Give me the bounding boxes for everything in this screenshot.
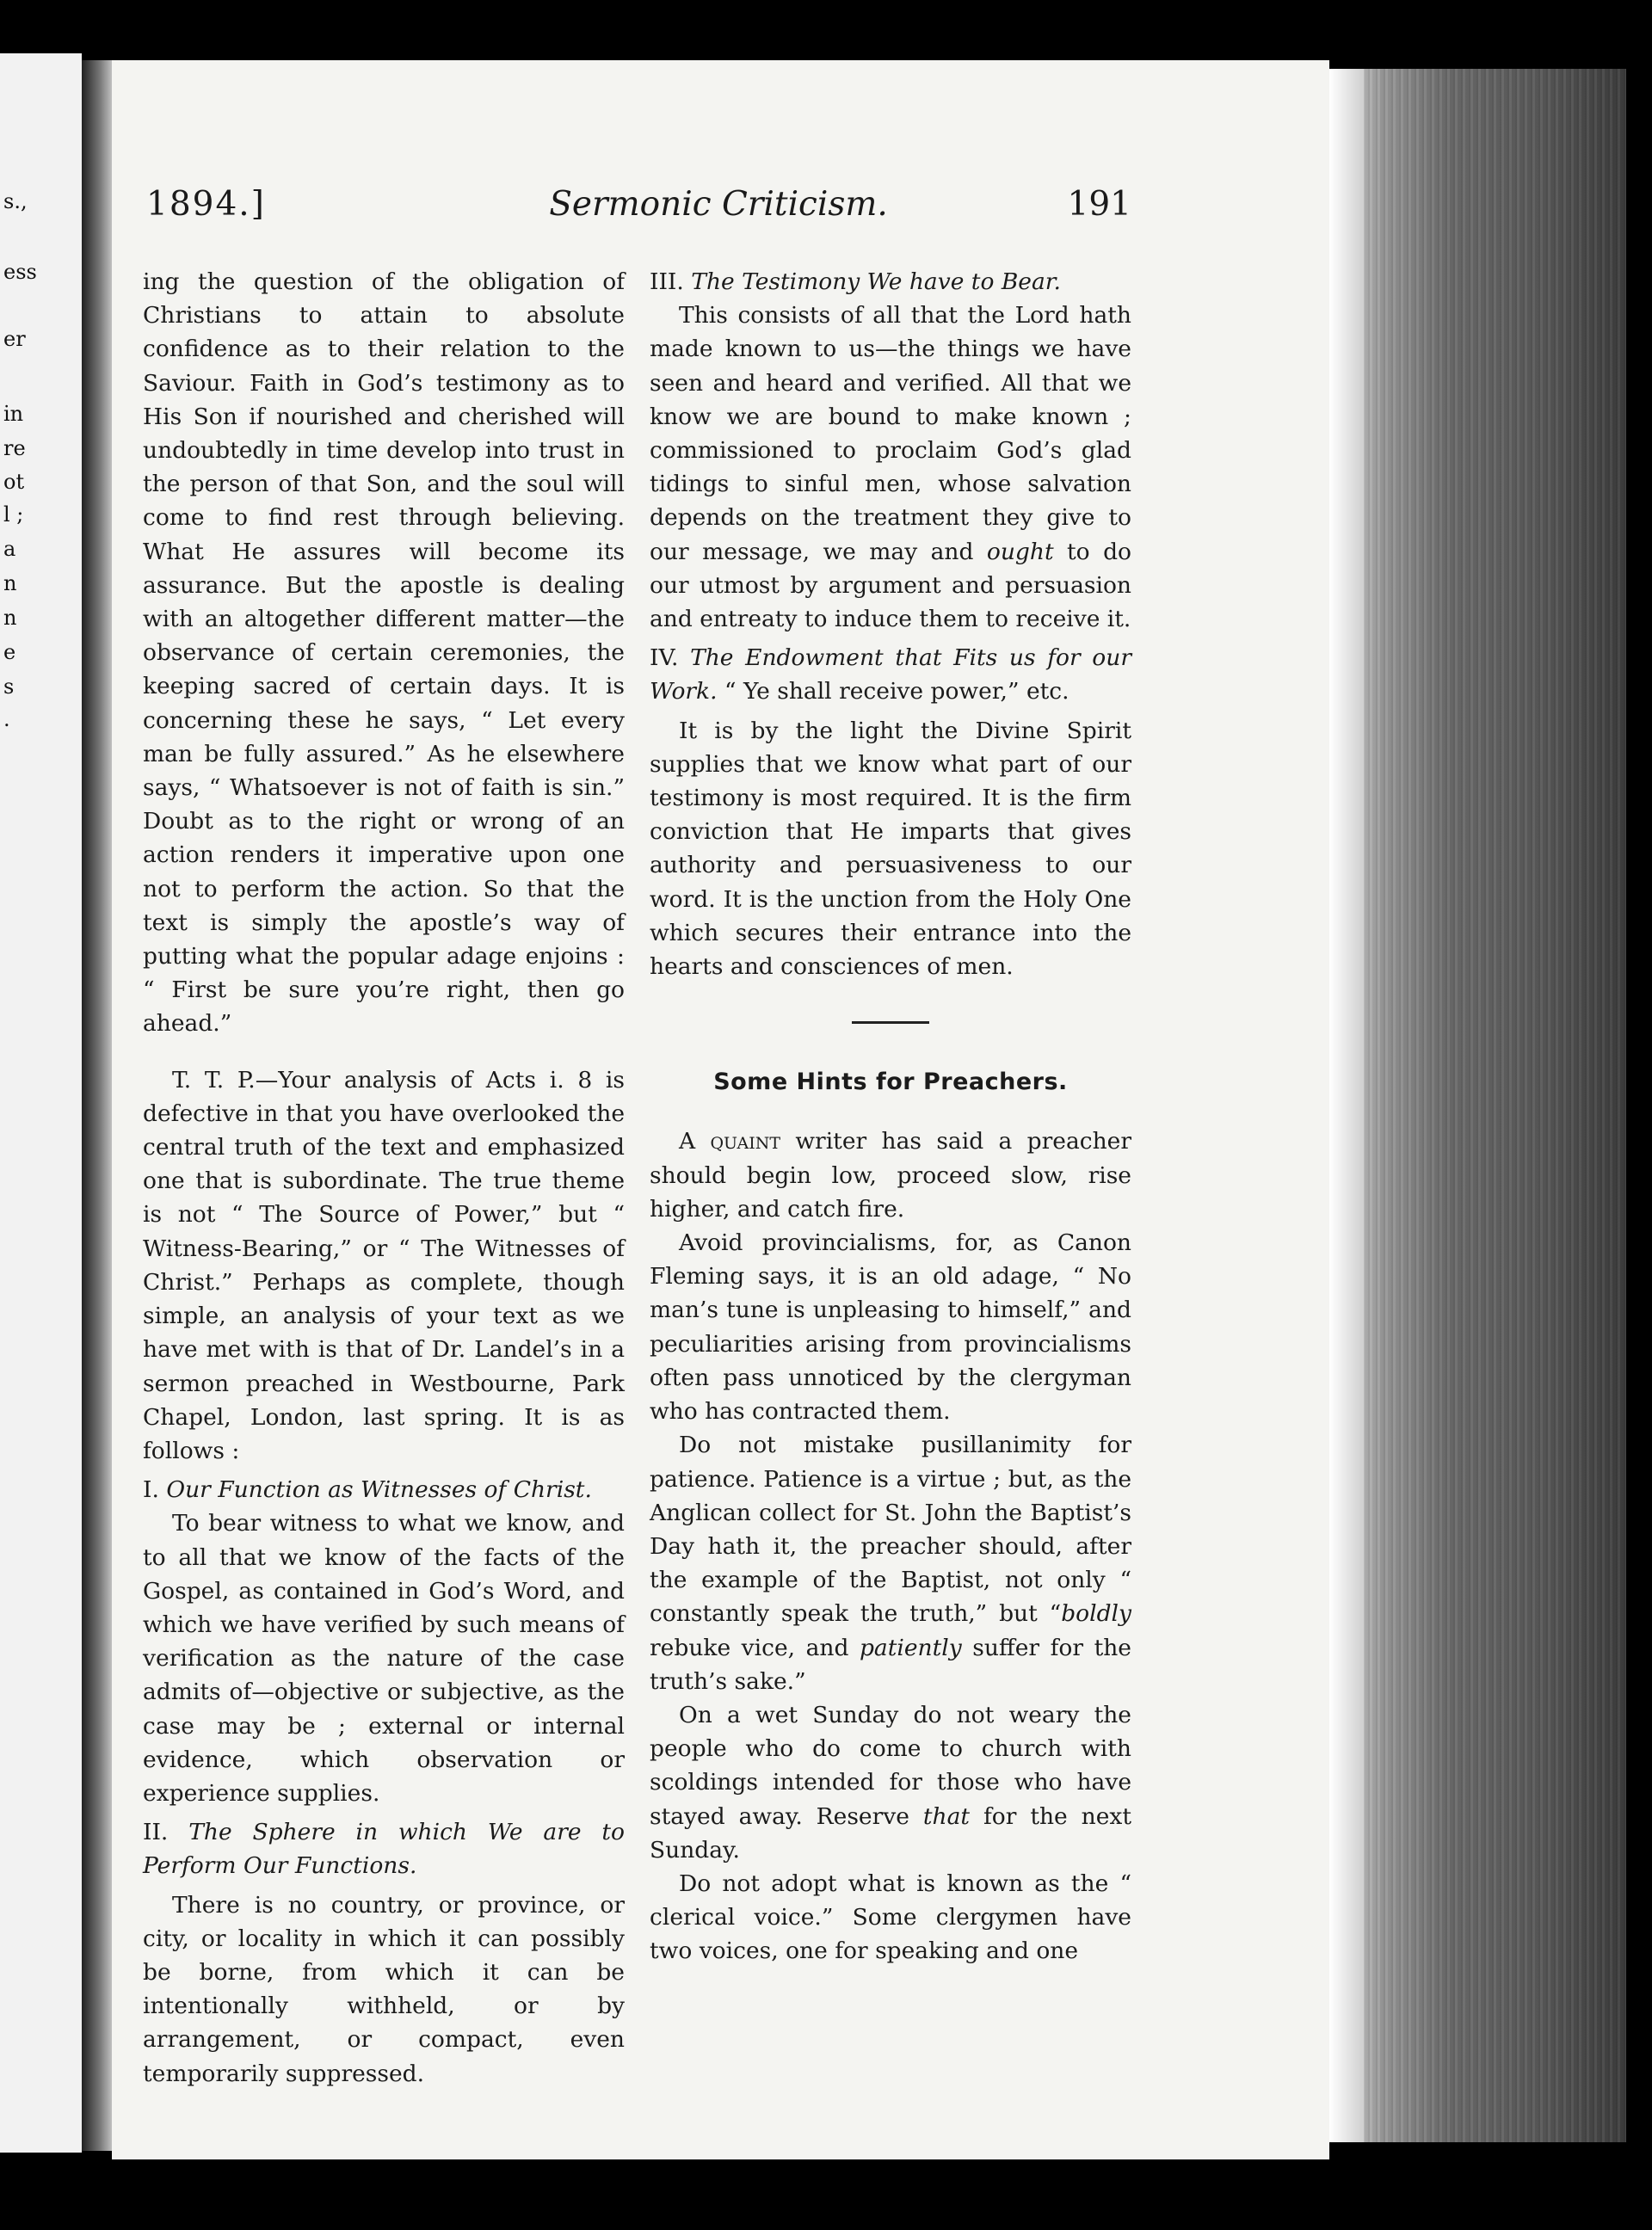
text-run: On a wet Sunday do not weary the people who do come to church with scoldings intended for those who have stayed away. Reserve xyxy=(650,1701,1131,1830)
prev-page-fragment: n xyxy=(3,606,17,630)
text-run: to do our utmost by argument and persuasion and entreaty to induce them to receive it. xyxy=(650,538,1132,633)
paragraph: ing the question of the obligation of Christians to attain to absolute confidence as to their relation to the Saviour. Faith in God’s testimony as to His Son if nourished and cherished will undoubtedly in time develop into trust in the person of that Son, and the soul will come to find rest through believing. What He assures will become its assurance. But the apostle is dealing with an altogether different matter—the observance of certain ceremonies, the keeping sacred of certain days. It is concerning these he says, “ Let every man be fully assured.” As he elsewhere says, “ Whatsoever is not of faith is sin.” Doubt as to the right or wrong of an action renders it imperative upon one not to perform the action. So that the text is simply the apostle’s way of putting what the popular adage enjoins : “ First be sure you’re right, then go ahead.” xyxy=(143,268,625,1038)
prev-page-fragment: s xyxy=(3,675,15,699)
page-edge-highlight xyxy=(1329,69,1364,2142)
text-run: suffer for the truth’s sake.” xyxy=(650,1634,1131,1695)
prev-page-fragment: re xyxy=(3,436,26,460)
section-number: IV. xyxy=(650,644,679,672)
paragraph: It is by the light the Divine Spirit supplies that we know what part of our testimony is most required. It is the firm conviction that He imparts that gives authority and persuasiveness to our word. It is the unction from the Holy One which secures their entrance into the hearts and consciences of men. xyxy=(650,717,1131,981)
paragraph: Do not adopt what is known as the “ clerical voice.” Some clergymen have two voices, one for speaking and one xyxy=(650,1870,1131,1965)
section-number: III. xyxy=(650,268,684,295)
text-run: This consists of all that the Lord hath made known to us—the things we have seen and heard and verified. All that we know we are bound to make known ; commissioned to proclaim God’s glad tidings to sinful men, whose salvation depends on the treatment they give to our message, we may and xyxy=(650,302,1131,565)
prev-page-fragment: er xyxy=(3,327,26,351)
paragraph xyxy=(650,1124,1131,1226)
prev-page-fragment: in xyxy=(3,402,24,426)
book-gutter xyxy=(82,60,114,2151)
text-run: A xyxy=(679,1128,711,1155)
previous-page-edge xyxy=(0,53,82,2153)
section-heading xyxy=(143,1815,625,1882)
prev-page-fragment: . xyxy=(3,707,10,731)
section-number: I. xyxy=(143,1476,159,1504)
text-run: writer has said a preacher should begin low, proceed slow, rise higher, and catch fire. xyxy=(650,1128,1132,1223)
text-run: “ Ye shall receive power,” etc. xyxy=(717,678,1069,705)
emphasis: patiently xyxy=(859,1634,962,1661)
paragraph: To bear witness to what we know, and to all that we know of the facts of the Gospel, as contained in God’s Word, and which we have verified by such means of verification as the nature of the case admits of—objective or subjective, as the case may be ; external or internal evidence, which observation or experience supplies. xyxy=(143,1510,625,1807)
prev-page-fragment: n xyxy=(3,571,17,595)
page-block-edge xyxy=(1329,69,1626,2142)
paragraph xyxy=(650,1698,1131,1867)
emphasis: ought xyxy=(986,538,1054,565)
section-number: II. xyxy=(143,1819,169,1846)
prev-page-fragment: a xyxy=(3,537,16,561)
running-title: Sermonic Criticism. xyxy=(549,185,888,224)
section-title: The Endowment that Fits us for our Work. xyxy=(650,644,1131,705)
prev-page-fragment: ot xyxy=(3,470,25,494)
emphasis: boldly xyxy=(1061,1600,1131,1628)
left-column xyxy=(143,265,625,2091)
paragraph: There is no country, or province, or city, or locality in which it can possibly be borne, from which it can be intentionally withheld, or by arrangement, or compact, even temporarily suppressed. xyxy=(143,1891,625,2087)
section-title: The Sphere in which We are to Perform Our Functions. xyxy=(143,1819,625,1880)
prev-page-fragment: e xyxy=(3,640,16,664)
right-column xyxy=(650,265,1131,1968)
section-heading xyxy=(650,265,1131,299)
page-number: 191 xyxy=(1067,185,1131,224)
paragraph xyxy=(650,299,1131,636)
section-title: The Testimony We have to Bear. xyxy=(691,268,1061,295)
text-run: rebuke vice, and xyxy=(650,1634,860,1661)
section-title: Our Function as Witnesses of Christ. xyxy=(166,1476,592,1504)
section-heading xyxy=(650,641,1131,708)
paragraph xyxy=(650,1428,1131,1698)
small-caps-word: quaint xyxy=(710,1128,781,1155)
header-year: 1894.] xyxy=(146,185,266,224)
section-heading xyxy=(143,1473,625,1506)
section-divider xyxy=(852,1021,929,1024)
text-run: Do not mistake pusillanimity for patience. Patience is a virtue ; but, as the Anglican collect for St. John the Baptist’s Day hath it, the preacher should, after the example of the Baptist, not only “ constantly speak the truth,” but “ xyxy=(650,1432,1131,1628)
paragraph: Avoid provincialisms, for, as Canon Fleming says, it is an old adage, “ No man’s tune is unpleasing to himself,” and peculiarities arising from provincialisms often pass unnoticed by the clergyman who has contracted them. xyxy=(650,1229,1131,1426)
section-subheading: Some Hints for Preachers. xyxy=(713,1069,1068,1096)
prev-page-fragment: l ; xyxy=(3,502,24,527)
prev-page-fragment: ess xyxy=(3,260,37,284)
running-header xyxy=(146,185,1131,228)
paragraph: T. T. P.—Your analysis of Acts i. 8 is defective in that you have overlooked the central truth of the text and emphasized one that is subordinate. The true theme is not “ The Source of Power,” but “ Witness-Bearing,” or “ The Witnesses of Christ.” Perhaps as complete, though simple, an analysis of your text as we have met with is that of Dr. Landel’s in a sermon preached in Westbourne, Park Chapel, London, last spring. It is as follows : xyxy=(143,1066,625,1464)
prev-page-fragment: s., xyxy=(3,189,28,213)
text-run: for the next Sunday. xyxy=(650,1802,1131,1863)
emphasis: that xyxy=(922,1802,971,1830)
